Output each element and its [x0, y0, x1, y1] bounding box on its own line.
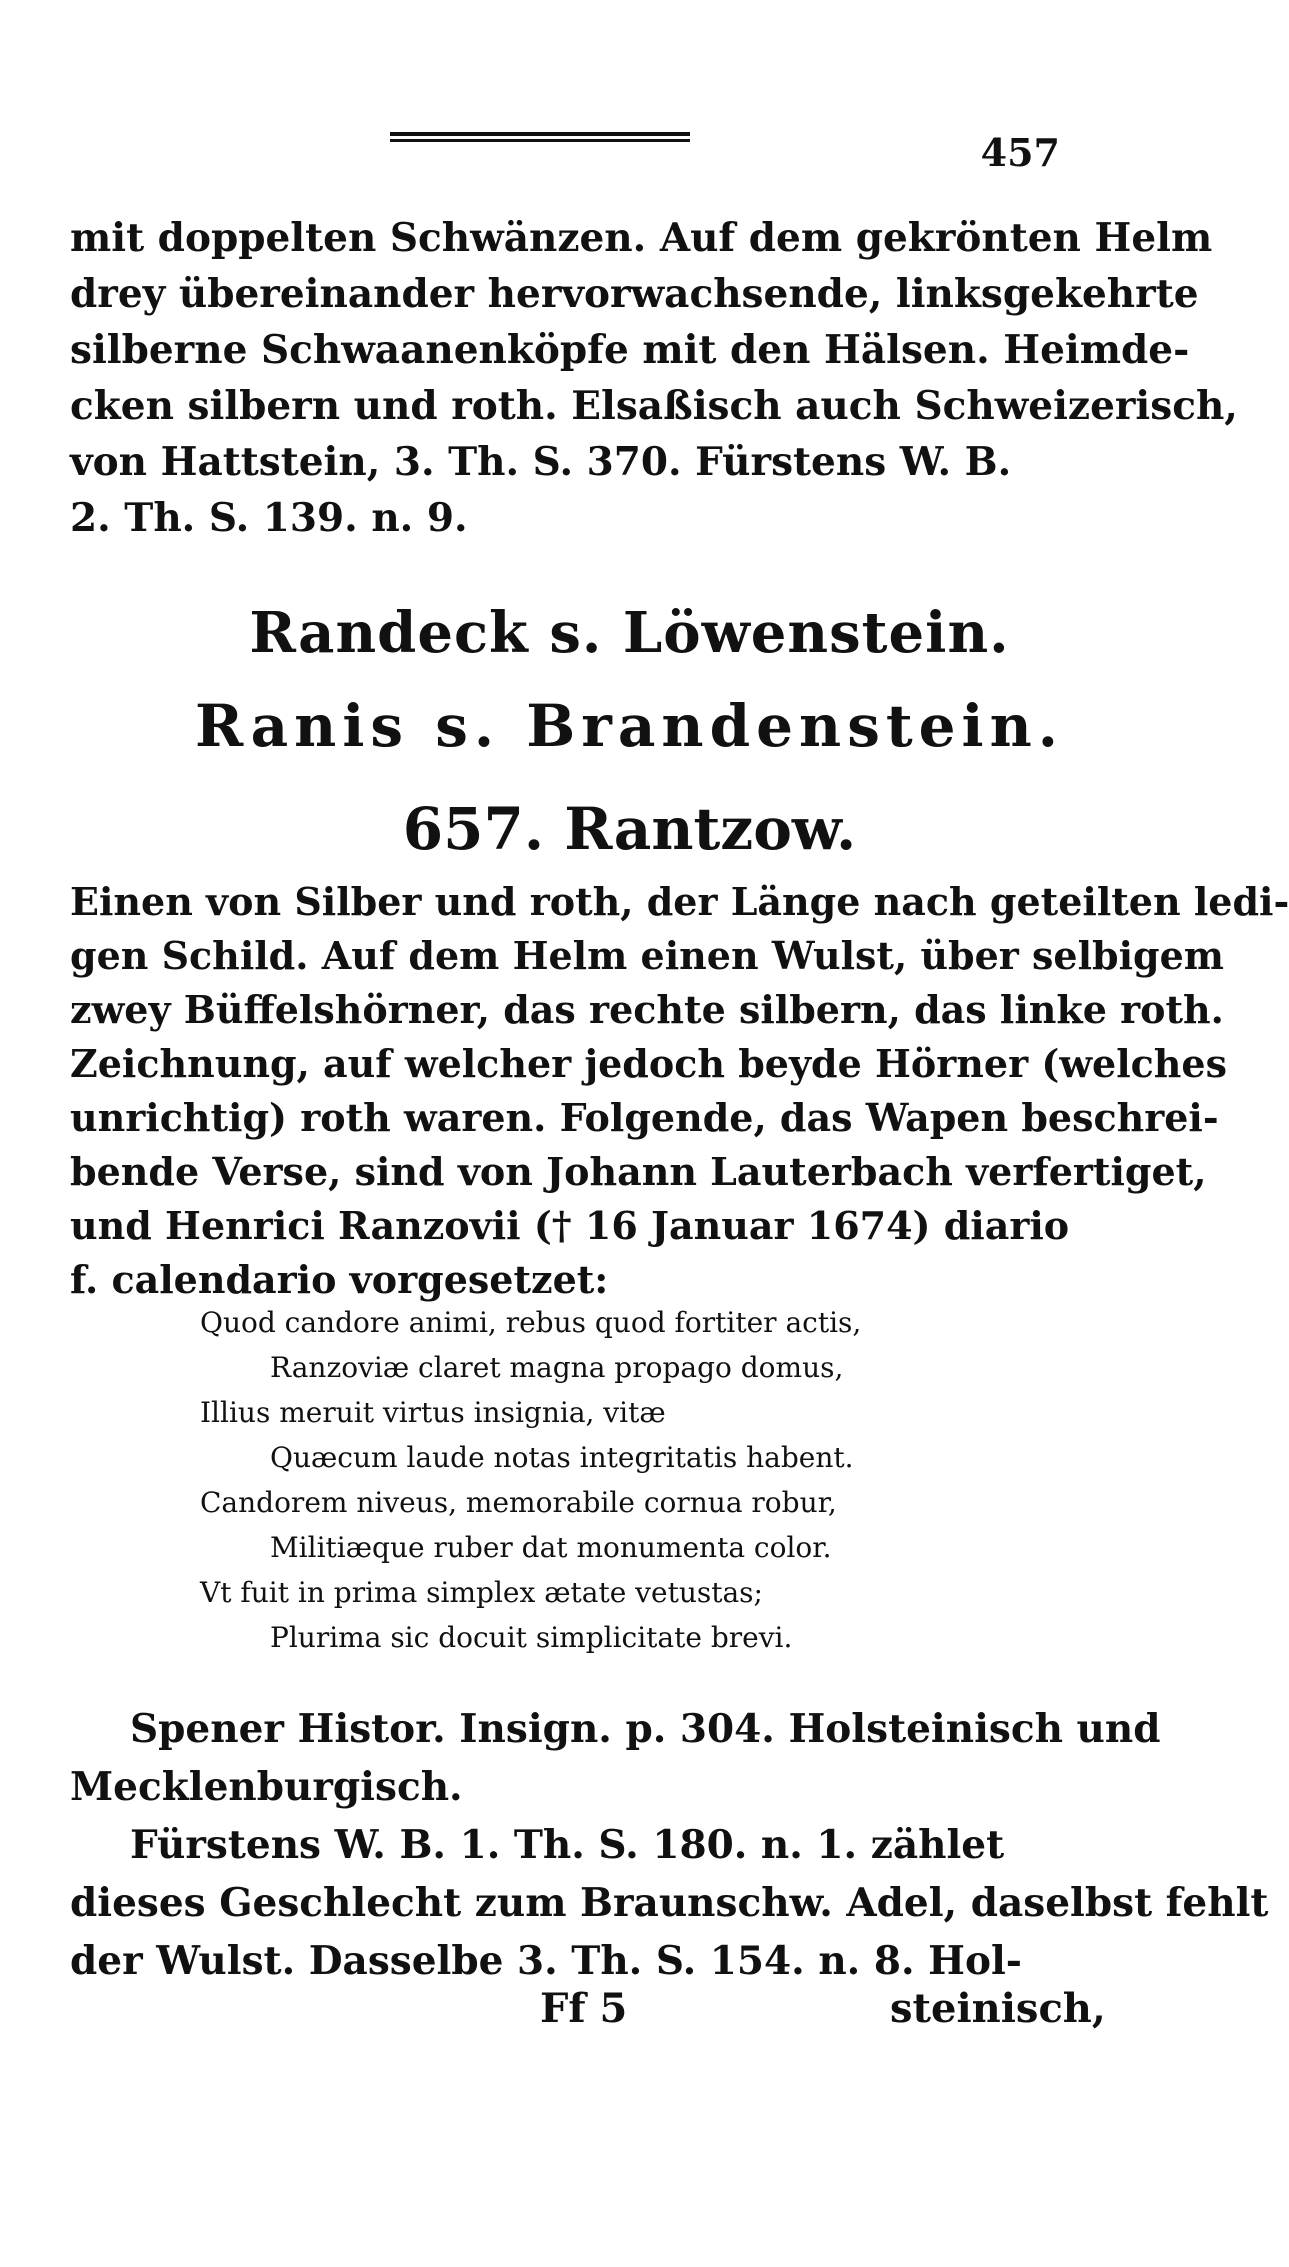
text-line: silberne Schwaanenköpfe mit den Hälsen. Heimde-	[70, 327, 1190, 373]
verse-line: Militiæque ruber dat monumenta color.	[270, 1531, 832, 1564]
text-line: Fürstens W. B. 1. Th. S. 180. n. 1. zählet	[130, 1822, 1005, 1868]
text-line: von Hattstein, 3. Th. S. 370. Fürstens W. B.	[70, 439, 1012, 485]
paragraph-references	[70, 1700, 1269, 1990]
catchword: steinisch,	[890, 1985, 1106, 2032]
heading-randeck: Randeck s. Löwenstein.	[249, 600, 1010, 666]
heading-rantzow: 657. Rantzow.	[402, 795, 857, 863]
text-line: dieses Geschlecht zum Braunschw. Adel, daselbst fehlt	[70, 1880, 1269, 1926]
text-line: Einen von Silber und roth, der Länge nach geteilten ledi-	[70, 879, 1289, 924]
text-line: Spener Histor. Insign. p. 304. Holsteinisch und	[130, 1706, 1161, 1752]
text-line: Mecklenburgisch.	[70, 1764, 463, 1810]
text-line: f. calendario vorgesetzet:	[70, 1257, 609, 1302]
text-line: cken silbern und roth. Elsaßisch auch Schweizerisch,	[70, 383, 1238, 429]
text-line: 2. Th. S. 139. n. 9.	[70, 495, 468, 541]
verse-line: Quæcum laude notas integritatis habent.	[270, 1441, 854, 1474]
verse-line: Illius meruit virtus insignia, vitæ	[200, 1396, 666, 1429]
latin-verse	[200, 1300, 960, 1660]
heading-ranis: Ranis s. Brandenstein.	[195, 692, 1064, 760]
verse-line: Candorem niveus, memorabile cornua robur,	[200, 1486, 837, 1519]
verse-line: Ranzoviæ claret magna propago domus,	[270, 1351, 844, 1384]
text-line: Zeichnung, auf welcher jedoch beyde Hörner (welches	[70, 1041, 1227, 1086]
text-line: unrichtig) roth waren. Folgende, das Wapen beschrei-	[70, 1095, 1219, 1140]
text-line: bende Verse, sind von Johann Lauterbach verfertiget,	[70, 1149, 1207, 1194]
paragraph-continuation	[70, 210, 1238, 546]
text-line: gen Schild. Auf dem Helm einen Wulst, über selbigem	[70, 933, 1225, 978]
text-line: und Henrici Ranzovii († 16 Januar 1674) diario	[70, 1203, 1070, 1248]
page-number: 457	[980, 130, 1060, 175]
verse-line: Vt fuit in prima simplex ætate vetustas;	[200, 1576, 763, 1609]
text-line: mit doppelten Schwänzen. Auf dem gekrönten Helm	[70, 215, 1213, 261]
text-line: drey übereinander hervorwachsende, linksgekehrte	[70, 271, 1199, 317]
header-rule	[390, 132, 690, 142]
text-line: der Wulst. Dasselbe 3. Th. S. 154. n. 8. Hol-	[70, 1938, 1022, 1984]
signature-mark: Ff 5	[540, 1985, 628, 2032]
paragraph-rantzow	[70, 875, 1289, 1307]
verse-line: Plurima sic docuit simplicitate brevi.	[270, 1621, 793, 1654]
verse-line: Quod candore animi, rebus quod fortiter actis,	[200, 1306, 862, 1339]
page-footer	[0, 1985, 1259, 2045]
text-line: zwey Büffelshörner, das rechte silbern, das linke roth.	[70, 987, 1224, 1032]
